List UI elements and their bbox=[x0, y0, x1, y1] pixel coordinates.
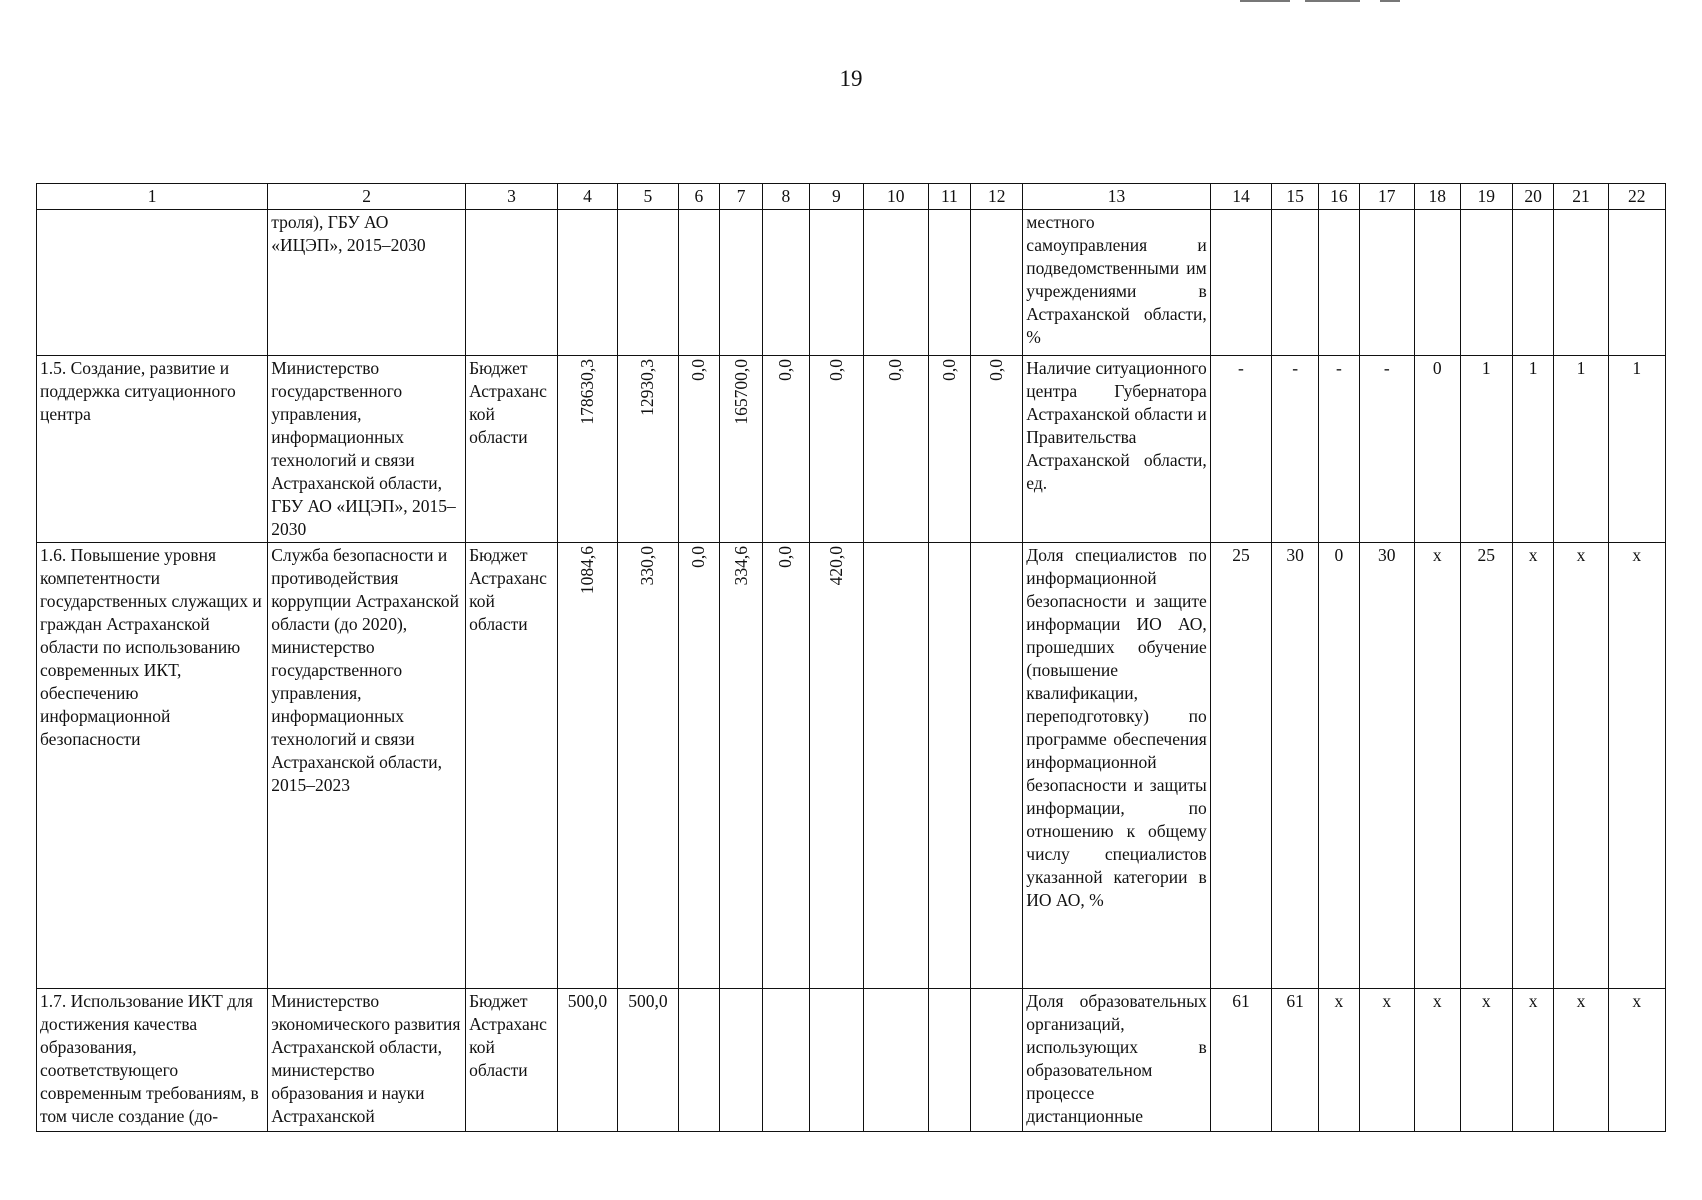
funding-amount-cell bbox=[678, 543, 720, 989]
indicator-value-cell bbox=[1319, 210, 1360, 356]
executor-cell: троля), ГБУ АО «ИЦЭП», 2015–2030 bbox=[268, 210, 466, 356]
funding-amount-cell bbox=[720, 356, 763, 543]
table-row bbox=[37, 543, 1666, 989]
funding-source-cell bbox=[466, 210, 558, 356]
scan-edge-marks bbox=[1130, 0, 1430, 4]
funding-amount-cell bbox=[809, 989, 863, 1132]
indicator-value-cell: x bbox=[1608, 989, 1665, 1132]
indicator-value-cell: 1 bbox=[1512, 356, 1554, 543]
funding-amount-cell bbox=[863, 989, 928, 1132]
indicator-value-cell: - bbox=[1272, 356, 1319, 543]
indicator-cell: Доля специалистов по информационной безопасности и защите информации ИО АО, прошедших обучение (повышение квалификации, переподготовку) по программе обеспечения информационной безопасности и защиты информации, по отношению к общему числу специалистов указанной категории в ИО АО, % bbox=[1023, 543, 1210, 989]
indicator-value-cell bbox=[1210, 210, 1271, 356]
funding-amount-cell bbox=[971, 989, 1023, 1132]
funding-amount-value: 0,0 bbox=[688, 359, 709, 381]
indicator-value-cell: 1 bbox=[1460, 356, 1512, 543]
indicator-value-cell: x bbox=[1414, 543, 1460, 989]
column-number-19: 19 bbox=[1460, 184, 1512, 210]
funding-amount-cell bbox=[618, 356, 678, 543]
column-number-5: 5 bbox=[618, 184, 678, 210]
column-number-18: 18 bbox=[1414, 184, 1460, 210]
column-number-row bbox=[37, 184, 1666, 210]
program-table bbox=[36, 183, 1666, 1132]
funding-amount-cell bbox=[557, 210, 617, 356]
funding-amount-cell bbox=[720, 543, 763, 989]
funding-amount-value: 0,0 bbox=[775, 359, 796, 381]
funding-amount-value: 0,0 bbox=[688, 546, 709, 568]
indicator-value-cell: 1 bbox=[1554, 356, 1608, 543]
activity-name-cell: 1.7. Использование ИКТ для достижения качества образования, соответствующего современным требованиям, в том числе создание (до- bbox=[37, 989, 268, 1132]
funding-amount-cell bbox=[809, 210, 863, 356]
indicator-value-cell: x bbox=[1512, 543, 1554, 989]
table-row bbox=[37, 989, 1666, 1132]
funding-source-cell: Бюджет Астраханской области bbox=[466, 356, 558, 543]
column-number-10: 10 bbox=[863, 184, 928, 210]
column-number-6: 6 bbox=[678, 184, 720, 210]
funding-amount-cell bbox=[762, 543, 809, 989]
funding-amount-value: 334,6 bbox=[730, 546, 751, 586]
funding-amount-cell bbox=[678, 210, 720, 356]
indicator-cell: местного самоуправления и подведомственными им учреждениями в Астраханской области, % bbox=[1023, 210, 1210, 356]
column-number-21: 21 bbox=[1554, 184, 1608, 210]
table-row bbox=[37, 356, 1666, 543]
funding-amount-cell bbox=[863, 356, 928, 543]
funding-amount-value: 0,0 bbox=[938, 359, 959, 381]
funding-source-cell: Бюджет Астраханской области bbox=[466, 543, 558, 989]
funding-amount-cell bbox=[809, 543, 863, 989]
funding-amount-value: 330,0 bbox=[637, 546, 658, 586]
funding-amount-cell bbox=[557, 543, 617, 989]
funding-amount-cell bbox=[928, 210, 971, 356]
column-number-13: 13 bbox=[1023, 184, 1210, 210]
column-number-11: 11 bbox=[928, 184, 971, 210]
indicator-value-cell: 61 bbox=[1210, 989, 1271, 1132]
funding-amount-cell: 500,0 bbox=[618, 989, 678, 1132]
funding-amount-cell bbox=[618, 543, 678, 989]
indicator-value-cell bbox=[1272, 210, 1319, 356]
funding-amount-value: 0,0 bbox=[885, 359, 906, 381]
column-number-15: 15 bbox=[1272, 184, 1319, 210]
indicator-cell: Наличие ситуационного центра Губернатора Астраханской области и Правительства Астраханской области, ед. bbox=[1023, 356, 1210, 543]
funding-amount-cell bbox=[971, 210, 1023, 356]
indicator-value-cell: 61 bbox=[1272, 989, 1319, 1132]
indicator-value-cell: x bbox=[1319, 989, 1360, 1132]
page-number: 19 bbox=[839, 66, 863, 91]
column-number-9: 9 bbox=[809, 184, 863, 210]
indicator-value-cell: x bbox=[1359, 989, 1414, 1132]
indicator-value-cell: 30 bbox=[1272, 543, 1319, 989]
indicator-value-cell: - bbox=[1210, 356, 1271, 543]
funding-amount-cell bbox=[720, 989, 763, 1132]
funding-amount-cell bbox=[928, 543, 971, 989]
indicator-value-cell: - bbox=[1319, 356, 1360, 543]
indicator-value-cell: 30 bbox=[1359, 543, 1414, 989]
column-number-3: 3 bbox=[466, 184, 558, 210]
funding-amount-cell bbox=[863, 543, 928, 989]
table-row bbox=[37, 210, 1666, 356]
funding-amount-cell bbox=[678, 356, 720, 543]
indicator-value-cell: x bbox=[1414, 989, 1460, 1132]
indicator-value-cell: x bbox=[1460, 989, 1512, 1132]
column-number-2: 2 bbox=[268, 184, 466, 210]
indicator-value-cell: 0 bbox=[1319, 543, 1360, 989]
column-number-8: 8 bbox=[762, 184, 809, 210]
funding-amount-value: 165700,0 bbox=[730, 359, 751, 425]
executor-cell: Министерство государственного управления, информационных технологий и связи Астраханской области, ГБУ АО «ИЦЭП», 2015–2030 bbox=[268, 356, 466, 543]
funding-amount-value: 1084,6 bbox=[576, 546, 597, 595]
indicator-value-cell bbox=[1460, 210, 1512, 356]
funding-amount-cell bbox=[720, 210, 763, 356]
column-number-14: 14 bbox=[1210, 184, 1271, 210]
indicator-cell: Доля образовательных организаций, использующих в образовательном процессе дистанционные bbox=[1023, 989, 1210, 1132]
funding-amount-cell bbox=[928, 989, 971, 1132]
indicator-value-cell: x bbox=[1512, 989, 1554, 1132]
funding-amount-cell bbox=[809, 356, 863, 543]
activity-name-cell bbox=[37, 210, 268, 356]
indicator-value-cell bbox=[1512, 210, 1554, 356]
indicator-value-cell: 25 bbox=[1210, 543, 1271, 989]
column-number-4: 4 bbox=[557, 184, 617, 210]
funding-amount-cell bbox=[762, 989, 809, 1132]
activity-name-cell: 1.5. Создание, развитие и поддержка ситуационного центра bbox=[37, 356, 268, 543]
funding-amount-cell bbox=[678, 989, 720, 1132]
funding-amount-value: 0,0 bbox=[825, 359, 846, 381]
funding-amount-value: 0,0 bbox=[775, 546, 796, 568]
funding-amount-value: 0,0 bbox=[986, 359, 1007, 381]
column-number-7: 7 bbox=[720, 184, 763, 210]
column-number-17: 17 bbox=[1359, 184, 1414, 210]
funding-amount-cell bbox=[557, 356, 617, 543]
funding-amount-cell: 500,0 bbox=[557, 989, 617, 1132]
funding-amount-value: 178630,3 bbox=[576, 359, 597, 425]
column-number-1: 1 bbox=[37, 184, 268, 210]
column-number-20: 20 bbox=[1512, 184, 1554, 210]
indicator-value-cell: 1 bbox=[1608, 356, 1665, 543]
indicator-value-cell bbox=[1359, 210, 1414, 356]
funding-amount-cell bbox=[971, 356, 1023, 543]
funding-amount-cell bbox=[928, 356, 971, 543]
executor-cell: Министерство экономического развития Астраханской области, министерство образования и науки Астраханской bbox=[268, 989, 466, 1132]
indicator-value-cell: - bbox=[1359, 356, 1414, 543]
funding-amount-cell bbox=[618, 210, 678, 356]
indicator-value-cell: x bbox=[1554, 989, 1608, 1132]
indicator-value-cell: x bbox=[1554, 543, 1608, 989]
column-number-12: 12 bbox=[971, 184, 1023, 210]
indicator-value-cell bbox=[1414, 210, 1460, 356]
funding-amount-cell bbox=[762, 356, 809, 543]
indicator-value-cell: 25 bbox=[1460, 543, 1512, 989]
funding-amount-cell bbox=[863, 210, 928, 356]
indicator-value-cell: x bbox=[1608, 543, 1665, 989]
funding-amount-value: 12930,3 bbox=[637, 359, 658, 416]
column-number-16: 16 bbox=[1319, 184, 1360, 210]
funding-source-cell: Бюджет Астраханской области bbox=[466, 989, 558, 1132]
indicator-value-cell: 0 bbox=[1414, 356, 1460, 543]
indicator-value-cell bbox=[1554, 210, 1608, 356]
executor-cell: Служба безопасности и противодействия коррупции Астраханской области (до 2020), министерство государственного управления, информационных технологий и связи Астраханской области, 2015–2023 bbox=[268, 543, 466, 989]
indicator-value-cell bbox=[1608, 210, 1665, 356]
funding-amount-value: 420,0 bbox=[825, 546, 846, 586]
activity-name-cell: 1.6. Повышение уровня компетентности государственных служащих и граждан Астраханской области по использованию современных ИКТ, обеспечению информационной безопасности bbox=[37, 543, 268, 989]
funding-amount-cell bbox=[971, 543, 1023, 989]
column-number-22: 22 bbox=[1608, 184, 1665, 210]
funding-amount-cell bbox=[762, 210, 809, 356]
